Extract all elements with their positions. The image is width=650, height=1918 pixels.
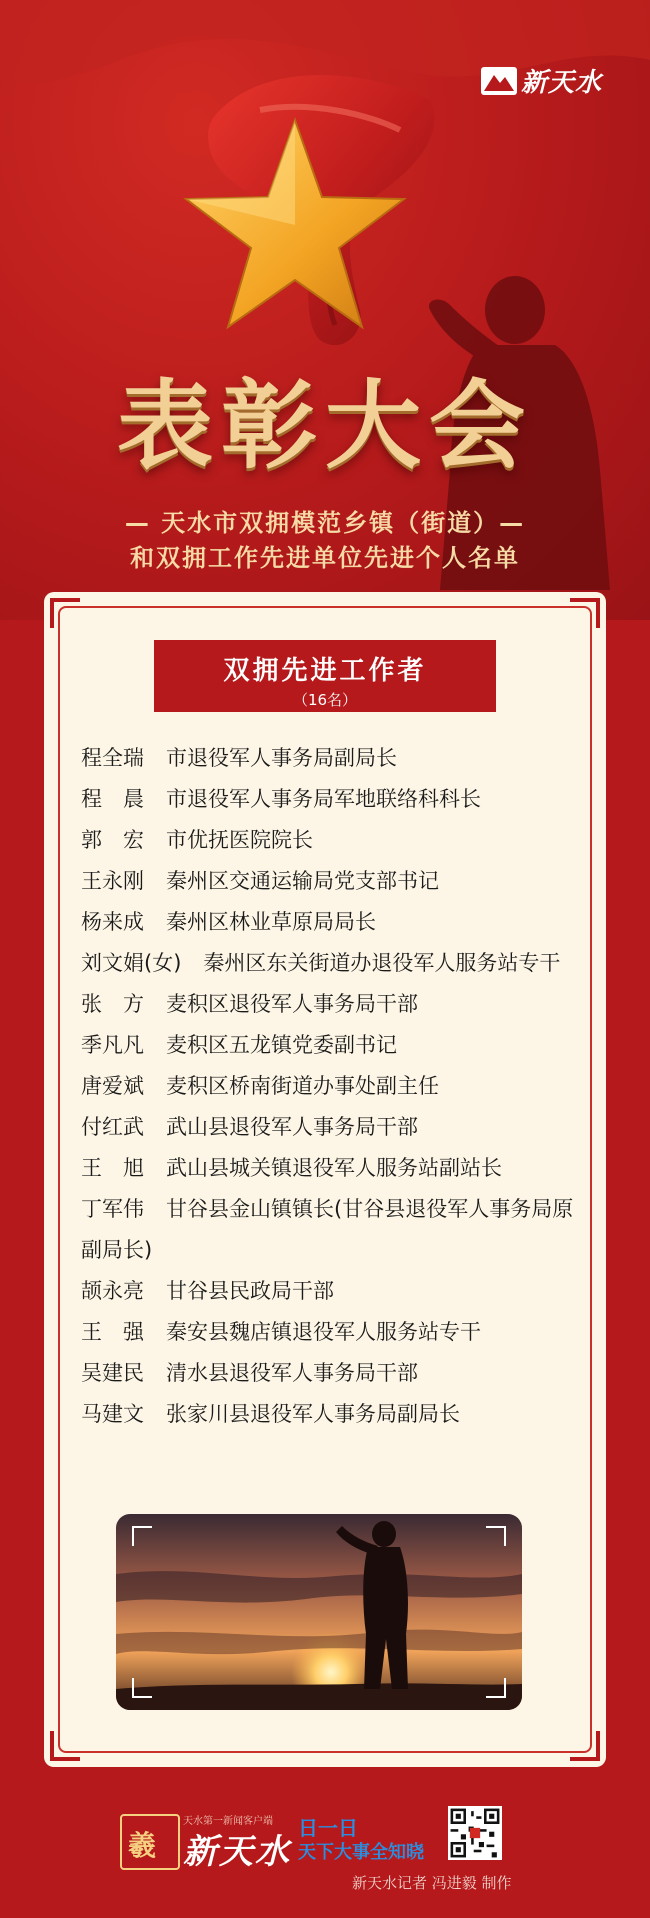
honoree-title: 麦积区桥南街道办事处副主任	[166, 1074, 439, 1098]
honoree-name: 杨来成	[81, 910, 144, 934]
card-corner-ornament	[570, 1731, 600, 1761]
section-title: 双拥先进工作者	[223, 656, 427, 686]
honoree-name: 颉永亮	[81, 1279, 144, 1303]
honoree-title: 甘谷县金山镇镇长(甘谷县退役军人事务局原副局长)	[81, 1197, 574, 1262]
honoree-title: 市退役军人事务局副局长	[166, 746, 397, 770]
honoree-name: 王 强	[81, 1320, 144, 1344]
list-item	[81, 1271, 581, 1312]
photo-frame-corner	[132, 1526, 152, 1546]
footer-logo-icon	[120, 1814, 180, 1870]
list-item	[81, 861, 581, 902]
subtitle-line-2: 和双拥工作先进单位先进个人名单	[130, 544, 520, 572]
list-item	[81, 1353, 581, 1394]
footer-logo-glyph: 羲	[128, 1829, 157, 1862]
honoree-title: 张家川县退役军人事务局副局长	[166, 1402, 460, 1426]
honoree-title: 市优抚医院院长	[166, 828, 313, 852]
honoree-title: 武山县城关镇退役军人服务站副站长	[166, 1156, 502, 1180]
list-item	[81, 943, 581, 984]
honoree-name: 马建文	[81, 1402, 144, 1426]
honoree-name: 王 旭	[81, 1156, 144, 1180]
honoree-name: 吴建民	[81, 1361, 144, 1385]
list-item	[81, 1107, 581, 1148]
footer-tagline: 天水第一新闻客户端	[183, 1816, 273, 1827]
honoree-title: 麦积区退役军人事务局干部	[166, 992, 418, 1016]
qr-code-icon[interactable]	[448, 1806, 502, 1860]
list-item	[81, 779, 581, 820]
honoree-card	[44, 592, 606, 1767]
gold-star-icon	[180, 115, 410, 335]
list-item	[81, 902, 581, 943]
list-item	[81, 1312, 581, 1353]
honoree-name: 王永刚	[81, 869, 144, 893]
honoree-title: 市退役军人事务局军地联络科科长	[166, 787, 481, 811]
footer-slogan-2: 天下大事全知晓	[298, 1842, 424, 1863]
sunset-scene	[116, 1514, 522, 1710]
honoree-title: 武山县退役军人事务局干部	[166, 1115, 418, 1139]
photo-frame-corner	[132, 1678, 152, 1698]
page-title: 表彰大会	[117, 369, 533, 482]
list-item	[81, 1148, 581, 1189]
footer-credit: 新天水记者 冯进毅 制作	[352, 1874, 512, 1892]
honoree-name: 程全瑞	[81, 746, 144, 770]
honoree-title: 秦安县魏店镇退役军人服务站专干	[166, 1320, 481, 1344]
footer-logo-text: 新天水	[183, 1832, 291, 1872]
sunset-soldier-photo	[116, 1514, 522, 1710]
mountain-logo-icon	[481, 67, 517, 95]
honoree-title: 秦州区林业草原局局长	[166, 910, 376, 934]
card-corner-ornament	[570, 598, 600, 628]
photo-frame-corner	[486, 1678, 506, 1698]
footer-slogan-1: 日一日	[298, 1816, 358, 1840]
honoree-name: 唐爱斌	[81, 1074, 144, 1098]
subtitle-line-1: — 天水市双拥模范乡镇（街道）—	[124, 509, 526, 537]
list-item	[81, 820, 581, 861]
list-item	[81, 1189, 581, 1271]
card-corner-ornament	[50, 1731, 80, 1761]
brand-logo-text: 新天水	[520, 68, 602, 98]
honoree-name: 刘文娟(女)	[81, 951, 182, 975]
honoree-name: 程 晨	[81, 787, 144, 811]
brand-logo	[481, 62, 602, 99]
section-count: （16名）	[292, 691, 358, 709]
honoree-title: 麦积区五龙镇党委副书记	[166, 1033, 397, 1057]
section-header	[154, 640, 496, 712]
list-item	[81, 984, 581, 1025]
honoree-name: 季凡凡	[81, 1033, 144, 1057]
honoree-name: 张 方	[81, 992, 144, 1016]
list-item	[81, 1025, 581, 1066]
honoree-title: 秦州区交通运输局党支部书记	[166, 869, 439, 893]
honoree-title: 甘谷县民政局干部	[166, 1279, 334, 1303]
honoree-title: 清水县退役军人事务局干部	[166, 1361, 418, 1385]
list-item	[81, 1394, 581, 1435]
photo-frame-corner	[486, 1526, 506, 1546]
card-corner-ornament	[50, 598, 80, 628]
list-item	[81, 1066, 581, 1107]
honoree-name: 丁军伟	[81, 1197, 144, 1221]
honoree-title: 秦州区东关街道办退役军人服务站专干	[203, 951, 561, 975]
honoree-list	[81, 738, 581, 1435]
footer	[0, 1800, 650, 1918]
honoree-name: 郭 宏	[81, 828, 144, 852]
list-item	[81, 738, 581, 779]
honoree-name: 付红武	[81, 1115, 144, 1139]
